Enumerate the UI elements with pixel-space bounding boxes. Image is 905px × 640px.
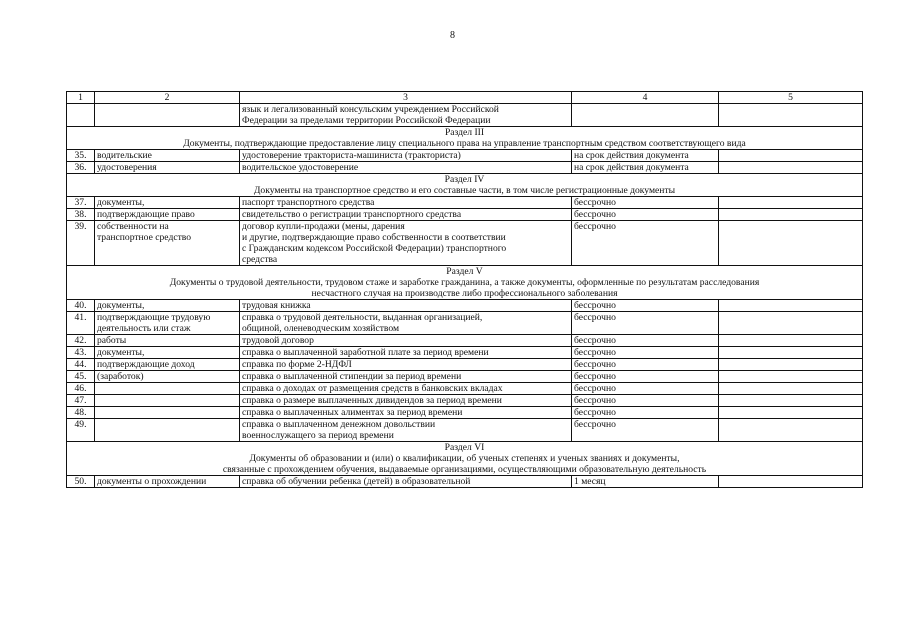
note: [719, 312, 863, 335]
column-number-4: 4: [572, 92, 719, 104]
document-name: трудовая книжка: [240, 300, 572, 312]
document-name: [240, 221, 572, 266]
section-header-6: [67, 442, 863, 476]
table-row: [67, 209, 863, 221]
document-category: [95, 395, 240, 407]
table-row: [67, 395, 863, 407]
table-row: [67, 221, 863, 266]
document-name: [240, 419, 572, 442]
column-number-row: [67, 92, 863, 104]
documents-table: [66, 91, 863, 488]
row-number: 41.: [67, 312, 95, 335]
document-name: паспорт транспортного средства: [240, 197, 572, 209]
section-subtitle: Документы о трудовой деятельности, трудовом стаже и заработке гражданина, а также документы, оформленные по результатам расследования: [169, 277, 760, 288]
document-name-line: военнослужащего за период времени: [242, 430, 394, 441]
table-row: [67, 407, 863, 419]
document-category-line: транспортное средство: [97, 232, 192, 243]
row-number: 48.: [67, 407, 95, 419]
page-number: 8: [450, 30, 455, 41]
document-category: (заработок): [95, 371, 240, 383]
validity-term: бессрочно: [572, 335, 719, 347]
document-name-line: язык и легализованный консульским учреждением Российской: [242, 104, 499, 115]
document-category: подтверждающие доход: [95, 359, 240, 371]
document-category: водительские: [95, 150, 240, 162]
document-category: [95, 407, 240, 419]
document-name: справка о размере выплаченных дивидендов за период времени: [240, 395, 572, 407]
document-name: справка по форме 2-НДФЛ: [240, 359, 572, 371]
section-subtitle: Документы, подтверждающие предоставление лицу специального права на управление транспортным средством соответствующего вида: [183, 138, 746, 149]
table-row: [67, 476, 863, 488]
document-name-line: справка о трудовой деятельности, выданная организацией,: [242, 312, 483, 323]
table-row: [67, 197, 863, 209]
document-category-line: деятельность или стаж: [97, 323, 191, 334]
section-subtitle: несчастного случая на производстве либо профессионального заболевания: [311, 288, 618, 299]
validity-term: бессрочно: [572, 312, 719, 335]
note: [719, 335, 863, 347]
table-row: [67, 312, 863, 335]
row-number: [67, 104, 95, 127]
document-name-line: с Гражданским кодексом Российской Федерации) транспортного: [242, 243, 507, 254]
row-number: 45.: [67, 371, 95, 383]
section-title: Раздел V: [446, 266, 483, 277]
note: [719, 300, 863, 312]
row-number: 39.: [67, 221, 95, 266]
table-row: [67, 162, 863, 174]
row-number: 42.: [67, 335, 95, 347]
document-category: [95, 312, 240, 335]
document-category: [95, 221, 240, 266]
validity-term: бессрочно: [572, 419, 719, 442]
row-number: 47.: [67, 395, 95, 407]
validity-term: бессрочно: [572, 383, 719, 395]
document-category: [95, 383, 240, 395]
document-name-line: справка о выплаченном денежном довольствии: [242, 419, 436, 430]
note: [719, 162, 863, 174]
validity-term: бессрочно: [572, 359, 719, 371]
document-name-line: средства: [242, 254, 278, 265]
note: [719, 150, 863, 162]
table-row: [67, 300, 863, 312]
document-name-line: общиной, оленеводческим хозяйством: [242, 323, 400, 334]
note: [719, 407, 863, 419]
validity-term: бессрочно: [572, 395, 719, 407]
document-name: трудовой договор: [240, 335, 572, 347]
document-category: документы,: [95, 197, 240, 209]
table-row: [67, 419, 863, 442]
validity-term: бессрочно: [572, 371, 719, 383]
row-number: 38.: [67, 209, 95, 221]
section-header-5: [67, 266, 863, 300]
validity-term: бессрочно: [572, 300, 719, 312]
section-subtitle: Документы об образовании и (или) о квалификации, об ученых степенях и ученых званиях и документы,: [249, 453, 680, 464]
row-number: 37.: [67, 197, 95, 209]
table-row: [67, 383, 863, 395]
note: [719, 221, 863, 266]
row-number: 50.: [67, 476, 95, 488]
validity-term: бессрочно: [572, 407, 719, 419]
row-number: 40.: [67, 300, 95, 312]
document-category-line: подтверждающие трудовую: [97, 312, 211, 323]
note: [719, 347, 863, 359]
validity-term: бессрочно: [572, 347, 719, 359]
document-category-line: собственности на: [97, 221, 169, 232]
section-title: Раздел IV: [444, 174, 485, 185]
document-name: справка о выплаченной заработной плате за период времени: [240, 347, 572, 359]
section-title: Раздел VI: [444, 442, 485, 453]
document-category: подтверждающие право: [95, 209, 240, 221]
document-name: удостоверение тракториста-машиниста (тракториста): [240, 150, 572, 162]
section-header-3: [67, 127, 863, 150]
validity-term: бессрочно: [572, 209, 719, 221]
document-name-line: и другие, подтверждающие право собственности в соответствии: [242, 232, 506, 243]
document-name: справка об обучении ребенка (детей) в образовательной: [240, 476, 572, 488]
table-row: [67, 371, 863, 383]
note: [719, 419, 863, 442]
document-name: справка о выплаченных алиментах за период времени: [240, 407, 572, 419]
table-row: [67, 359, 863, 371]
section-subtitle: связанные с прохождением обучения, выдаваемые организациями, осуществляющими образовательную деятельность: [222, 464, 707, 475]
document-name: [240, 104, 572, 127]
validity-term: на срок действия документа: [572, 150, 719, 162]
column-number-3: 3: [240, 92, 572, 104]
column-number-2: 2: [95, 92, 240, 104]
row-number: 49.: [67, 419, 95, 442]
document-name: свидетельство о регистрации транспортного средства: [240, 209, 572, 221]
section-title: Раздел III: [444, 127, 485, 138]
table-row-continuation: [67, 104, 863, 127]
note: [719, 209, 863, 221]
validity-term: на срок действия документа: [572, 162, 719, 174]
section-subtitle: Документы на транспортное средство и его составные части, в том числе регистрационные документы: [253, 185, 676, 196]
document-name: справка о доходах от размещения средств в банковских вкладах: [240, 383, 572, 395]
document-category: удостоверения: [95, 162, 240, 174]
document-category: работы: [95, 335, 240, 347]
document-name-line: Федерации за пределами территории Российской Федерации: [242, 115, 491, 126]
section-header-4: [67, 174, 863, 197]
column-number-5: 5: [719, 92, 863, 104]
note: [719, 476, 863, 488]
document-category: документы о прохождении: [95, 476, 240, 488]
note: [719, 395, 863, 407]
validity-term: 1 месяц: [572, 476, 719, 488]
document-category: [95, 104, 240, 127]
table-row: [67, 150, 863, 162]
validity-term: [572, 104, 719, 127]
document-category: документы,: [95, 300, 240, 312]
row-number: 35.: [67, 150, 95, 162]
document-name: водительское удостоверение: [240, 162, 572, 174]
row-number: 46.: [67, 383, 95, 395]
note: [719, 383, 863, 395]
document-name: [240, 312, 572, 335]
column-number-1: 1: [67, 92, 95, 104]
row-number: 44.: [67, 359, 95, 371]
table-row: [67, 335, 863, 347]
validity-term: бессрочно: [572, 221, 719, 266]
row-number: 36.: [67, 162, 95, 174]
table-row: [67, 347, 863, 359]
document-category: документы,: [95, 347, 240, 359]
note: [719, 104, 863, 127]
validity-term: бессрочно: [572, 197, 719, 209]
document-name-line: договор купли-продажи (мены, дарения: [242, 221, 405, 232]
row-number: 43.: [67, 347, 95, 359]
note: [719, 359, 863, 371]
document-name: справка о выплаченной стипендии за период времени: [240, 371, 572, 383]
note: [719, 371, 863, 383]
note: [719, 197, 863, 209]
document-category: [95, 419, 240, 442]
